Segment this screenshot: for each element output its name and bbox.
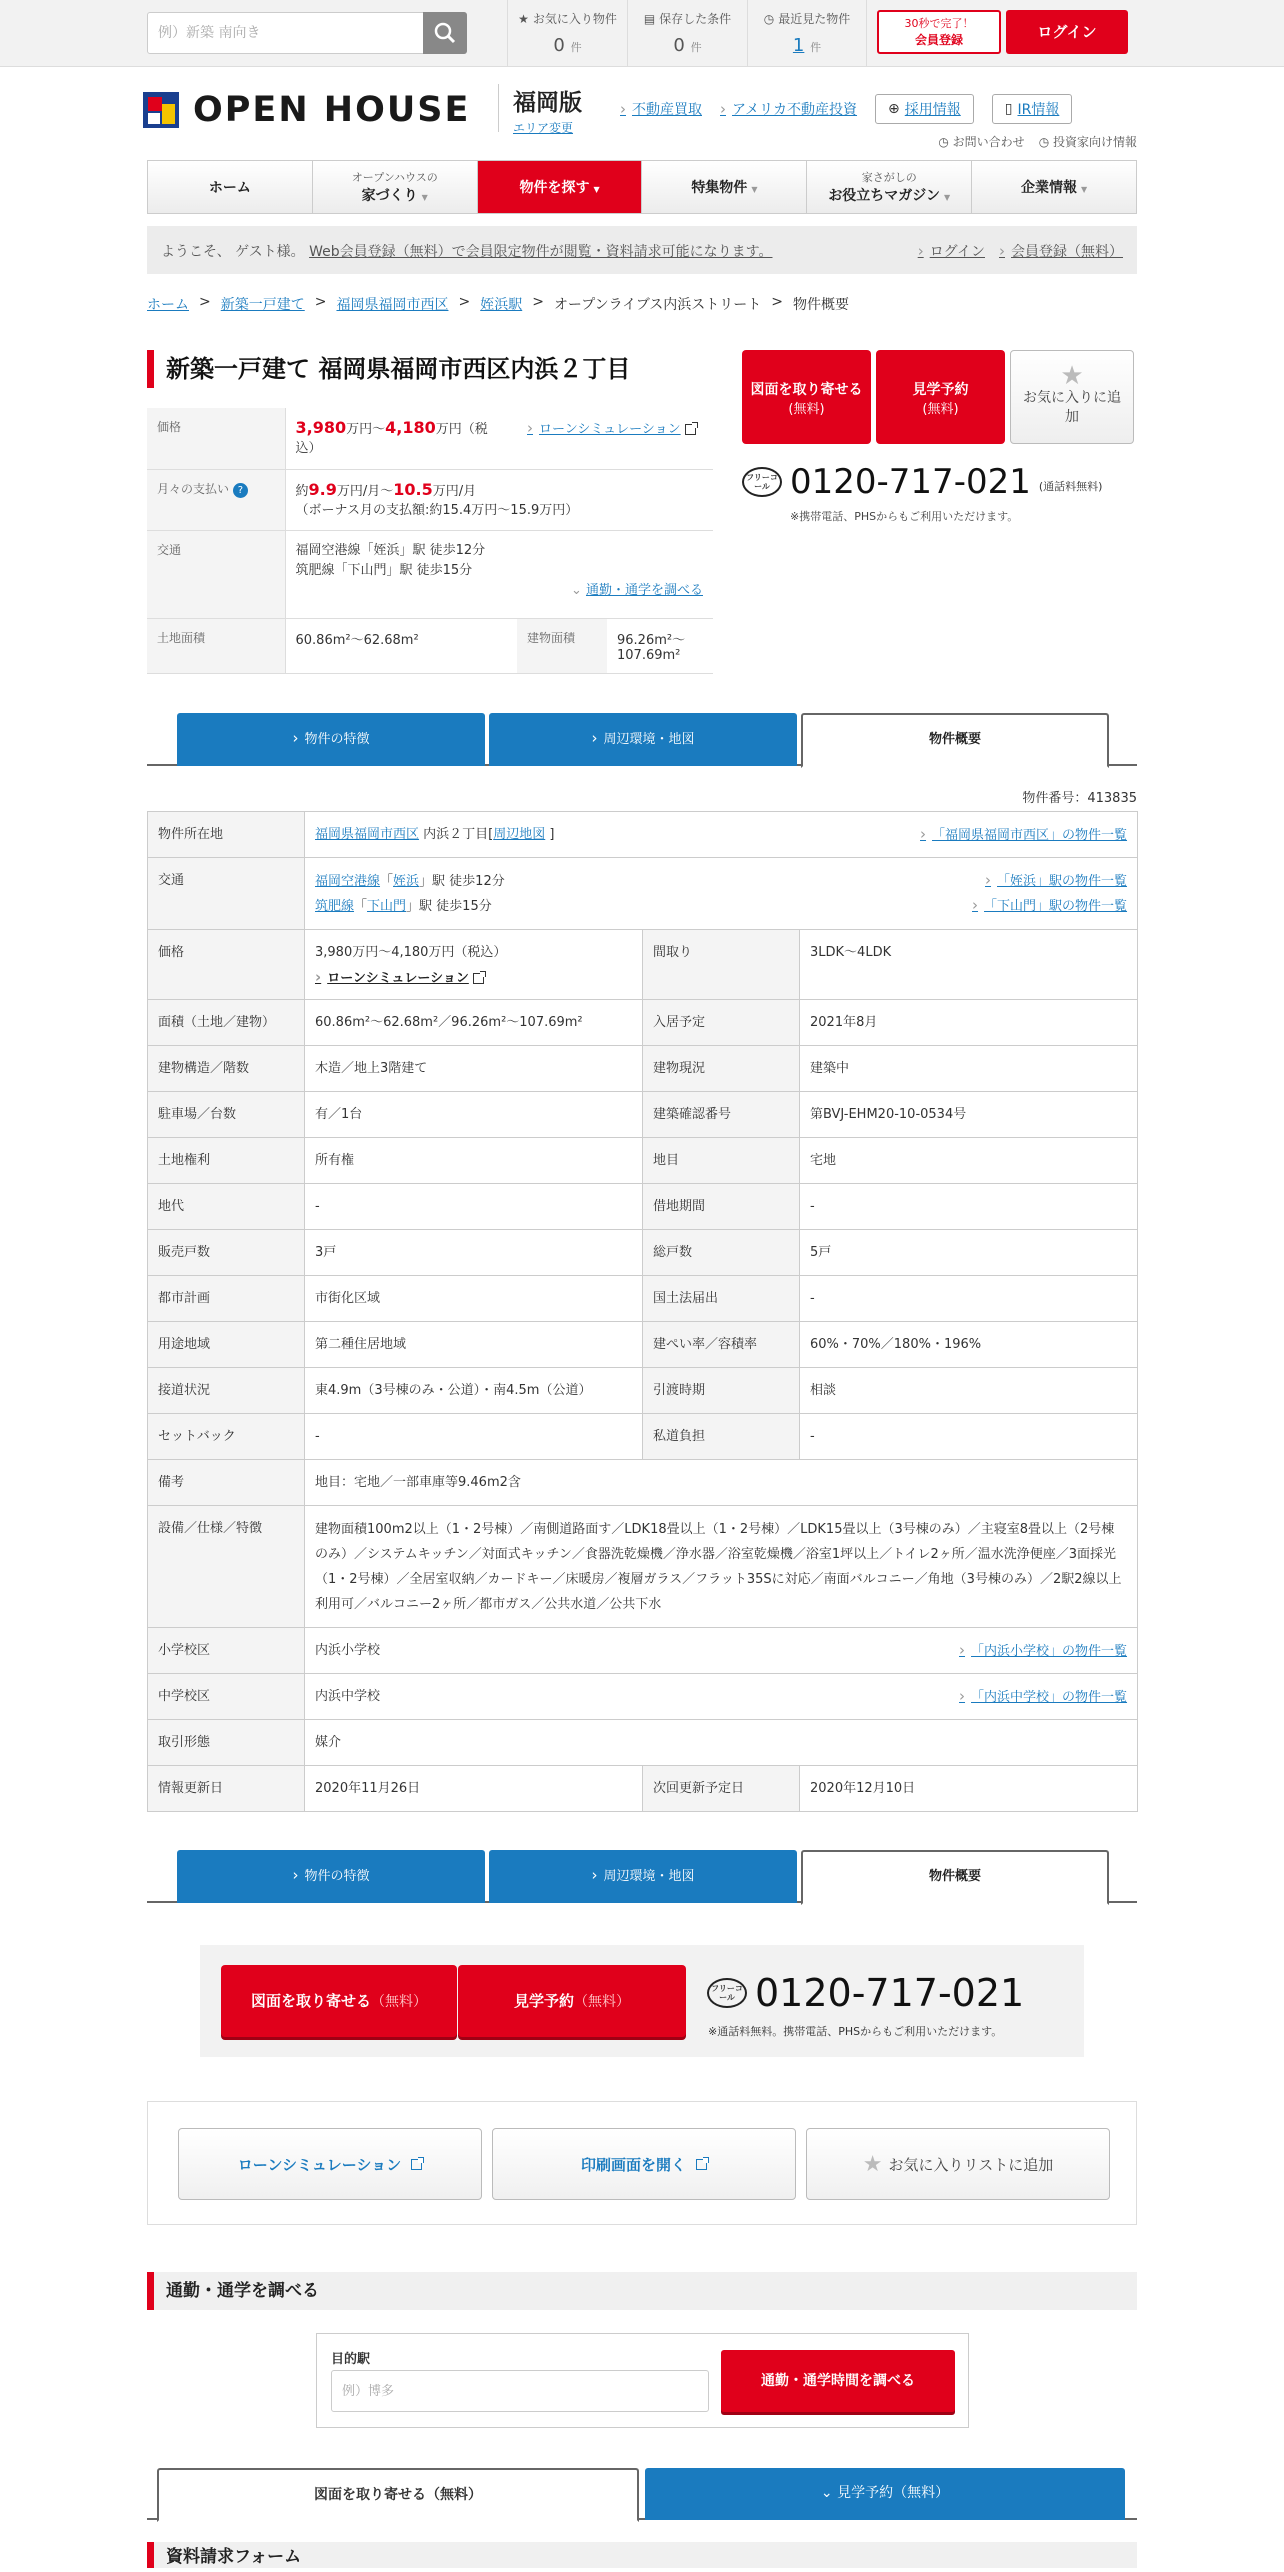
destination-station-input[interactable] [331, 2370, 709, 2412]
table-row: セットバック - 私道負担 - [148, 1414, 1138, 1460]
search-icon [423, 12, 467, 54]
summary-table: 価格 3,980万円～4,180万円（税込） › ローンシミュレーション 月々の支払い ? 約9.9万円/月～10.5万円/月 （ボーナス月の支払額:約15.4万円～15.9万円） 交通 福岡空港線「姪浜」駅 徒歩12分 筑肥線「下山門」駅 徒歩15分 ⌄ 通勤・通学を調べる 土地面積 60.86m²～62.68m² 建物面積 96.26m²～107.69m² [147, 408, 713, 674]
breadcrumb-new-house[interactable]: 新築一戸建て [220, 297, 305, 313]
document-icon: ▤ [643, 11, 656, 26]
table-row: 交通 福岡空港線「姪浜」駅 徒歩12分 筑肥線「下山門」駅 徒歩15分 › 「姪浜」駅の物件一覧 › 「下山門」駅の物件一覧 [148, 858, 1138, 930]
magnifier-icon: ⊕ [888, 101, 900, 117]
nav-home[interactable]: ホーム [148, 161, 313, 213]
register-button[interactable]: 30秒で完了！ 会員登録 [877, 10, 1001, 54]
recent-count[interactable]: 1 [792, 35, 805, 56]
table-row: 駐車場／台数 有／1台 建築確認番号 第BVJ-EHM20-10-0534号 [148, 1092, 1138, 1138]
global-nav [147, 160, 1137, 214]
cta-box [200, 1945, 1084, 2057]
line-fukuoka-airport-link[interactable]: 福岡空港線 [315, 873, 381, 889]
star-icon: ★ [518, 11, 529, 26]
cta-phone [707, 1971, 1024, 2015]
property-detail-table [147, 811, 1138, 1812]
form-tabs [147, 2468, 1137, 2520]
table-row: 土地権利 所有権 地目 宅地 [148, 1138, 1138, 1184]
station-meinohama-link[interactable]: 姪浜 [393, 873, 420, 889]
us-real-estate-link[interactable]: › アメリカ不動産投資 [720, 99, 857, 119]
web-register-link[interactable]: Web会員登録（無料）で会員限定物件が閲覧・資料請求可能になります。 [309, 244, 773, 260]
search-box [147, 12, 467, 54]
breadcrumb-property: オープンライブス内浜ストリート [553, 297, 762, 313]
recent-viewed-counter[interactable]: ◷ 最近見た物件 1 件 [747, 0, 867, 67]
external-link-icon [473, 973, 484, 984]
saved-conditions-counter[interactable]: ▤ 保存した条件 0 件 [627, 0, 747, 67]
print-button[interactable]: 印刷画面を開く [492, 2128, 796, 2200]
welcome-bar: ようこそ、 ゲスト様。 Web会員登録（無料）で会員限定物件が閲覧・資料請求可能になります。 › ログイン › 会員登録（無料） [147, 226, 1137, 274]
page-title: 新築一戸建て 福岡県福岡市西区内浜２丁目 [147, 350, 713, 388]
chevron-down-icon: ⌄ [820, 2485, 838, 2501]
tab-surroundings[interactable]: › 周辺環境・地図 [489, 713, 797, 766]
request-form-title: 資料請求フォーム [147, 2542, 1137, 2568]
cta-phone-note: ※通話料無料。携帯電話、PHSからもご利用いただけます。 [708, 2025, 1003, 2038]
table-row: 用途地域 第二種住居地域 建ぺい率／容積率 60%・70%／180%・196% [148, 1322, 1138, 1368]
nav-magazine[interactable]: 家さがしの お役立ちマガジン ▼ [807, 161, 972, 213]
tab-visit-reservation[interactable]: ⌄ 見学予約（無料） [645, 2468, 1125, 2520]
favorites-count: 0 [553, 35, 565, 56]
commute-search-button[interactable]: 通勤・通学時間を調べる [721, 2350, 955, 2412]
saved-count: 0 [673, 35, 685, 56]
freedial-icon: フリーコール [707, 1978, 747, 2008]
table-row: 情報更新日 2020年11月26日 次回更新予定日 2020年12月10日 [148, 1766, 1138, 1812]
welcome-register-link[interactable]: › 会員登録（無料） [999, 241, 1123, 259]
visit-reservation-button[interactable]: 見学予約 (無料) [876, 350, 1005, 444]
utility-box [147, 2101, 1137, 2225]
nav-featured[interactable]: 特集物件 ▼ [642, 161, 807, 213]
login-button[interactable]: ログイン [1006, 10, 1128, 54]
cta-phone-number[interactable]: 0120-717-021 [755, 1971, 1025, 2015]
search-input[interactable] [148, 13, 418, 53]
tab-features[interactable]: › 物件の特徴 [177, 713, 485, 766]
breadcrumb: ホーム > 新築一戸建て > 福岡県福岡市西区 > 姪浜駅 > オープンライブス内浜ストリート > 物件概要 [147, 294, 850, 313]
table-row: 小学校区 内浜小学校 › 「内浜小学校」の物件一覧 [148, 1628, 1138, 1674]
external-link-icon [685, 424, 696, 435]
table-row: 価格 3,980万円～4,180万円（税込） › ローンシミュレーション 間取り 3LDK～4LDK [148, 930, 1138, 1000]
tab-surroundings-bottom[interactable]: › 周辺環境・地図 [489, 1850, 797, 1903]
openhouse-logo-mark [143, 92, 179, 128]
station2-list-link[interactable]: › 「下山門」駅の物件一覧 [972, 893, 1127, 919]
nav-search-property[interactable]: 物件を探す ▼ [478, 161, 643, 213]
breadcrumb-current: 物件概要 [793, 297, 850, 313]
header-links [620, 94, 1072, 124]
commute-section-title: 通勤・通学を調べる [147, 2272, 1137, 2310]
breadcrumb-home[interactable]: ホーム [147, 297, 189, 313]
detail-loan-link[interactable]: › ローンシミュレーション [315, 971, 469, 986]
cta-request-drawing-button[interactable]: 図面を取り寄せる（無料） [221, 1965, 457, 2037]
table-row: 設備／仕様／特徴 建物面積100m2以上（1・2号棟）／南側道路面す／LDK18畳以上（1・2号棟）／LDK15畳以上（3号棟のみ）／主寝室8畳以上（2号棟のみ）／システムキッチン／対面式キッチン／食器洗乾燥機／浄水器／浴室乾燥機／浴室1坪以上／トイレ2ヶ所／温水洗浄便座／3面採光（1・2号棟）／全居室収納／カードキー／床暖房／複層ガラス／フラット35Sに対応／南面バルコニー／角地（3号棟のみ）／2駅2線以上利用可／バルコニー2ヶ所／都市ガス／公共水道／公共下水 [148, 1506, 1138, 1628]
table-row: 接道状況 東4.9m（3号棟のみ・公道）・南4.5m（公道） 引渡時期 相談 [148, 1368, 1138, 1414]
edition-area [498, 84, 582, 135]
tab-request-drawing[interactable]: 図面を取り寄せる（無料） [157, 2468, 639, 2522]
elementary-list-link[interactable]: › 「内浜小学校」の物件一覧 [959, 1638, 1127, 1664]
line-chikuhi-link[interactable]: 筑肥線 [315, 898, 355, 914]
commute-link[interactable]: 通勤・通学を調べる [585, 582, 703, 598]
location-area-link[interactable]: 福岡県福岡市西区 [315, 827, 420, 842]
clock-icon: ◷ [763, 11, 775, 26]
table-row: 備考 地目：宅地／一部車庫等9.46m2含 [148, 1460, 1138, 1506]
loan-simulation-button[interactable]: ローンシミュレーション [178, 2128, 482, 2200]
tab-overview[interactable]: 物件概要 [801, 713, 1109, 768]
external-link-icon [696, 2159, 707, 2170]
phone-note: ※携帯電話、PHSからもご利用いただけます。 [790, 510, 1019, 523]
investor-link[interactable]: ◷ 投資家向け情報 [1038, 135, 1137, 149]
commute-form [316, 2333, 969, 2428]
header-small-links [938, 133, 1137, 150]
property-tabs [147, 713, 1137, 766]
external-link-icon [411, 2159, 422, 2170]
table-row: 中学校区 内浜中学校 › 「内浜中学校」の物件一覧 [148, 1674, 1138, 1720]
nav-company[interactable]: 企業情報 ▼ [972, 161, 1136, 213]
ir-button[interactable]: ▯ IR情報 [992, 94, 1073, 124]
edition-title: 福岡版 [513, 90, 582, 116]
freedial-icon: フリーコール [742, 467, 782, 497]
star-icon: ★ [1060, 361, 1084, 391]
area-list-link[interactable]: › 「福岡県福岡市西区」の物件一覧 [920, 822, 1127, 848]
table-row: 建物構造／階数 木造／地上3階建て 建物現況 建築中 [148, 1046, 1138, 1092]
contact-link[interactable]: ◷ お問い合わせ [938, 135, 1025, 149]
junior-list-link[interactable]: › 「内浜中学校」の物件一覧 [959, 1684, 1127, 1710]
breadcrumb-area[interactable]: 福岡県福岡市西区 [336, 297, 449, 313]
top-bar [0, 0, 1284, 67]
logo[interactable]: OPEN HOUSE [143, 88, 483, 132]
tab-features-bottom[interactable]: › 物件の特徴 [177, 1850, 485, 1903]
table-row: 取引形態 媒介 [148, 1720, 1138, 1766]
star-icon: ★ [862, 2151, 883, 2177]
breadcrumb-station[interactable]: 姪浜駅 [480, 297, 523, 313]
tab-overview-bottom[interactable]: 物件概要 [801, 1850, 1109, 1905]
table-row: 都市計画 市街化区域 国土法届出 - [148, 1276, 1138, 1322]
table-row: 物件所在地 福岡県福岡市西区 内浜２丁目[周辺地図 ] › 「福岡県福岡市西区」の物件一覧 [148, 812, 1138, 858]
document-icon: ▯ [1004, 101, 1013, 117]
favorites-counter[interactable]: ★ お気に入り物件 0 件 [507, 0, 627, 67]
request-drawing-button[interactable]: 図面を取り寄せる (無料) [742, 350, 871, 444]
chevron-down-icon: ⌄ [570, 582, 586, 598]
cta-visit-reservation-button[interactable]: 見学予約（無料） [458, 1965, 686, 2037]
surrounding-map-link[interactable]: 周辺地図 [493, 827, 546, 842]
area-change-link[interactable]: エリア変更 [513, 121, 574, 135]
destination-label: 目的駅 [331, 2352, 371, 2367]
property-number: 物件番号：413835 [1022, 791, 1137, 806]
phone-block: フリーコール 0120-717-021 (通話料無料) [742, 462, 1102, 502]
search-button[interactable] [423, 12, 467, 54]
real-estate-purchase-link[interactable]: › 不動産買取 [620, 99, 702, 119]
recruit-button[interactable]: ⊕ 採用情報 [875, 94, 974, 124]
welcome-login-link[interactable]: › ログイン [918, 241, 985, 259]
nav-house-building[interactable]: オープンハウスの 家づくり ▼ [313, 161, 478, 213]
table-row: 面積（土地／建物） 60.86m²～62.68m²／96.26m²～107.69m² 入居予定 2021年8月 [148, 1000, 1138, 1046]
add-favorite-button[interactable]: ★ お気に入りに追加 [1010, 350, 1134, 444]
table-row: 地代 - 借地期間 - [148, 1184, 1138, 1230]
property-tabs-bottom [147, 1850, 1137, 1903]
summary-loan-link[interactable]: › ローンシミュレーション [527, 422, 681, 437]
station1-list-link[interactable]: › 「姪浜」駅の物件一覧 [985, 868, 1127, 894]
phone-number[interactable]: 0120-717-021 [790, 462, 1031, 502]
station-shimoyamato-link[interactable]: 下山門 [367, 898, 407, 914]
help-icon[interactable]: ? [233, 483, 248, 498]
table-row: 販売戸数 3戸 総戸数 5戸 [148, 1230, 1138, 1276]
add-favorite-list-button[interactable]: ★ お気に入りリストに追加 [806, 2128, 1110, 2200]
